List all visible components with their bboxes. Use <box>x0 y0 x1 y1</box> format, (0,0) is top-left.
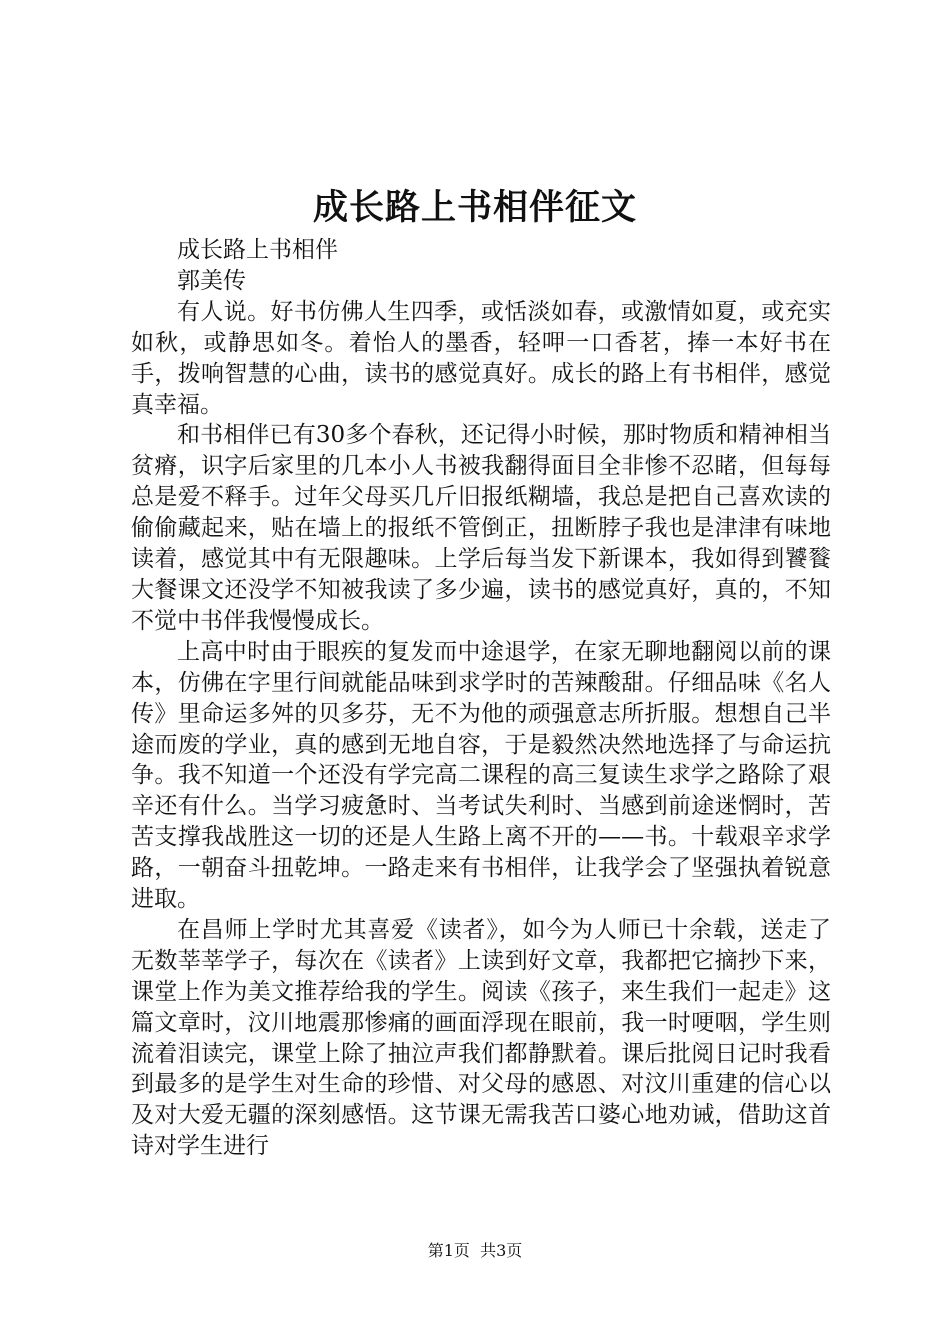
page-footer <box>0 1240 950 1262</box>
document-body <box>131 235 831 1162</box>
subtitle-line: 成长路上书相伴 <box>177 237 338 263</box>
paragraph: 有人说。好书仿佛人生四季，或恬淡如春，或激情如夏，或充实如秋，或静思如冬。着怡人的墨香，轻呷一口香茗，捧一本好书在手，拨响智慧的心曲，读书的感觉真好。成长的路上有书相伴，感觉真幸福。 <box>131 298 831 418</box>
document-title: 成长路上书相伴征文 <box>312 187 637 228</box>
page-number: 第1页 共3页 <box>427 1241 523 1260</box>
paragraph: 上高中时由于眼疾的复发而中途退学，在家无聊地翻阅以前的课本，仿佛在字里行间就能品味到求学时的苦辣酸甜。仔细品味《名人传》里命运多舛的贝多芬，无不为他的顽强意志所折服。想想自己半途而废的学业，真的感到无地自容，于是毅然决然地选择了与命运抗争。我不知道一个还没有学完高二课程的高三复读生求学之路除了艰辛还有什么。当学习疲惫时、当考试失利时、当感到前途迷惘时，苦苦支撑我战胜这一切的还是人生路上离不开的——书。十载艰辛求学路，一朝奋斗扭乾坤。一路走来有书相伴，让我学会了坚强执着锐意进取。 <box>131 638 831 913</box>
author-line: 郭美传 <box>177 267 246 294</box>
paragraph: 和书相伴已有30多个春秋，还记得小时候，那时物质和精神相当贫瘠，识字后家里的几本小人书被我翻得面目全非惨不忍睹，但每每总是爱不释手。过年父母买几斤旧报纸糊墙，我总是把自己喜欢读的偷偷藏起来，贴在墙上的报纸不管倒正，扭断脖子我也是津津有味地读着，感觉其中有无限趣味。上学后每当发下新课本，我如得到饕餮大餐课文还没学不知被我读了多少遍，读书的感觉真好，真的，不知不觉中书伴我慢慢成长。 <box>131 422 831 634</box>
paragraph: 在昌师上学时尤其喜爱《读者》，如今为人师已十余载，送走了无数莘莘学子，每次在《读者》上读到好文章，我都把它摘抄下来，课堂上作为美文推荐给我的学生。阅读《孩子，来生我们一起走》这篇文章时，汶川地震那惨痛的画面浮现在眼前，我一时哽咽，学生则流着泪读完，课堂上除了抽泣声我们都静默着。课后批阅日记时我看到最多的是学生对生命的珍惜、对父母的感恩、对汶川重建的信心以及对大爱无疆的深刻感悟。这节课无需我苦口婆心地劝诫，借助这首诗对学生进行 <box>131 916 831 1160</box>
